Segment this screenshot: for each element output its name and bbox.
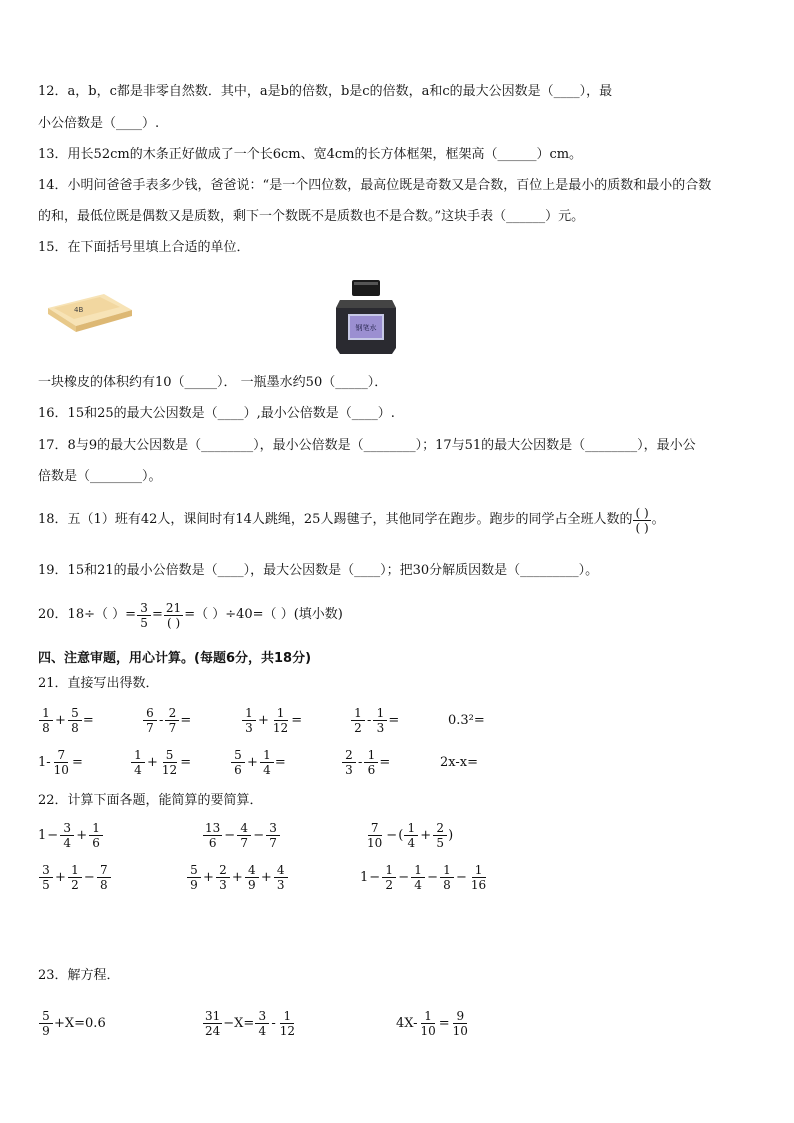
numerator: 1: [68, 863, 82, 878]
numerator: 7: [54, 748, 68, 763]
denominator: 5: [140, 615, 148, 630]
q21-title: 21．直接写出得数．: [38, 676, 159, 691]
denominator: 7: [168, 720, 177, 735]
numerator: 2: [433, 821, 447, 836]
equation-prefix: 4X-: [396, 1015, 418, 1031]
denominator: 4: [414, 877, 422, 892]
denominator: 3: [245, 720, 253, 735]
q12-line1: 12．a，b，c都是非零自然数．其中，a是b的倍数，b是c的倍数，a和c的最大公因数是（____），最: [38, 84, 613, 99]
operator: −: [386, 827, 398, 843]
operator: -: [271, 1015, 276, 1031]
numerator: 5: [187, 863, 201, 878]
q21-expr: [38, 700, 94, 740]
paren: ): [448, 827, 454, 843]
integer: 1: [360, 869, 369, 885]
denominator: 12: [161, 762, 178, 777]
q17-line2: 倍数是（________）。: [38, 469, 162, 484]
q22-expr: [202, 815, 281, 855]
numerator: 5: [231, 748, 245, 763]
denominator: 12: [279, 1023, 296, 1038]
denominator: 2: [354, 720, 362, 735]
q21-expr-last: 0.3²=: [448, 712, 485, 728]
equals: =: [438, 1015, 450, 1031]
section-4-heading: 四、注意审题，用心计算。(每题6分，共18分): [38, 651, 312, 666]
numerator: 6: [143, 706, 157, 721]
numerator: 1: [274, 706, 288, 721]
operator: −: [83, 869, 95, 885]
numerator: 2: [165, 706, 179, 721]
q18-end: 。: [651, 512, 665, 527]
q23-row: [38, 1003, 758, 1043]
numerator: 1: [440, 863, 454, 878]
paren: (: [398, 827, 404, 843]
q21-expr-last: 2x-x=: [440, 754, 478, 770]
q22-title: 22．计算下面各题，能简算的要简算．: [38, 793, 263, 808]
numerator: 3: [255, 1009, 269, 1024]
numerator: 4: [274, 863, 288, 878]
equation-mid: −X=: [223, 1015, 255, 1031]
denominator: 8: [443, 877, 451, 892]
denominator: 3: [345, 762, 353, 777]
q22-expr: [38, 815, 104, 855]
denominator: 4: [63, 835, 71, 850]
denominator: 9: [247, 877, 256, 892]
operator: -: [358, 754, 363, 770]
equals: =: [71, 754, 83, 770]
ink-label: 钢笔水: [355, 324, 377, 332]
denominator: 16: [470, 877, 487, 892]
denominator: 3: [276, 877, 285, 892]
q21-row-2: [38, 742, 758, 782]
denominator: 10: [367, 835, 383, 850]
numerator: 5: [163, 748, 177, 763]
q22-row-1: [38, 815, 758, 855]
numerator: 2: [342, 748, 356, 763]
denominator: 4: [134, 762, 142, 777]
q14-line1: 14．小明问爸爸手表多少钱，爸爸说：“是一个四位数，最高位既是奇数又是合数，百位上是最小的质数和最小的合数: [38, 178, 712, 193]
denominator: 10: [452, 1023, 468, 1038]
numerator: 1: [382, 863, 396, 878]
numerator: 7: [97, 863, 111, 878]
q18-denominator: ( ): [635, 520, 649, 535]
q21-row-1: [38, 700, 758, 740]
numerator: 1: [280, 1009, 294, 1024]
denominator: 8: [42, 720, 50, 735]
operator: −: [427, 869, 438, 885]
q18-fraction-blank: [633, 506, 650, 535]
q18-text: 18．五（1）班有42人，课间时有14人跳绳，25人踢毽子，其他同学在跑步。跑步的同学占全班人数的: [38, 512, 633, 527]
denominator: 7: [240, 835, 248, 850]
q20: [38, 595, 343, 635]
q21-expr: [142, 700, 191, 740]
operator: +: [247, 754, 258, 770]
q21-expr: [241, 700, 302, 740]
q15-title: 15．在下面括号里填上合适的单位．: [38, 240, 250, 255]
q20-start: 20．18÷（ ）=: [38, 607, 137, 622]
numerator: 5: [39, 1009, 53, 1024]
denominator: 7: [269, 835, 277, 850]
ink-bottle-image: [334, 278, 398, 356]
denominator: 24: [205, 1023, 221, 1038]
q20-rest: =（ ）÷40=（ ）(填小数): [184, 607, 343, 622]
operator: -: [367, 712, 372, 728]
q22-expr: [364, 815, 453, 855]
equals: =: [274, 754, 286, 770]
operator: +: [260, 869, 272, 885]
numerator: 21: [165, 600, 182, 615]
numerator: 31: [205, 1008, 221, 1023]
numerator: 1: [404, 821, 418, 836]
equals: =: [82, 712, 94, 728]
q14-line2: 的和，最低位既是偶数又是质数，剩下一个数既不是质数也不是合数。”这块手表（______）元。: [38, 209, 585, 224]
numerator: 1: [472, 863, 486, 878]
numerator: 1: [39, 706, 53, 721]
numerator: 1: [364, 748, 378, 763]
operator: +: [55, 869, 66, 885]
denominator: ( ): [166, 615, 181, 630]
denominator: 10: [420, 1023, 436, 1038]
operator: −: [398, 869, 410, 885]
q20-fraction-2: [164, 601, 183, 630]
q21-expr: [38, 742, 83, 782]
equation-rest: +X=0.6: [54, 1015, 106, 1031]
numerator: 4: [237, 821, 251, 836]
numerator: 13: [205, 820, 221, 835]
equals: =: [180, 712, 192, 728]
operator: −: [224, 827, 236, 843]
operator: +: [147, 754, 158, 770]
denominator: 7: [146, 720, 154, 735]
denominator: 6: [208, 835, 217, 850]
denominator: 2: [385, 877, 393, 892]
denominator: 10: [53, 762, 69, 777]
q22-expr: [38, 857, 112, 897]
denominator: 8: [99, 877, 108, 892]
denominator: 4: [263, 762, 271, 777]
q23-equation-2: [202, 1003, 298, 1043]
denominator: 9: [42, 1023, 50, 1038]
q22-row-2: [38, 857, 758, 897]
q21-expr: [341, 742, 390, 782]
numerator: 3: [39, 863, 53, 878]
q17-line1: 17．8与9的最大公因数是（________），最小公倍数是（________）；17与51的最大公因数是（________），最小公: [38, 438, 696, 453]
numerator: 1: [373, 706, 387, 721]
operator: −: [369, 869, 381, 885]
equals: =: [291, 712, 303, 728]
eraser-image: [44, 290, 136, 336]
numerator: 1: [242, 706, 256, 721]
q19: 19．15和21的最小公倍数是（____），最大公因数是（____）；把30分解质因数是（_________）。: [38, 563, 599, 578]
numerator: 3: [137, 601, 151, 616]
q21-expr: [350, 700, 399, 740]
numerator: 1: [351, 706, 365, 721]
operator: +: [203, 869, 214, 885]
denominator: 3: [219, 877, 227, 892]
q21-expr: [230, 742, 286, 782]
numerator: 4: [245, 863, 259, 878]
numerator: 1: [421, 1009, 435, 1024]
q22-expr: [360, 857, 489, 897]
operator: −: [456, 869, 467, 885]
q18: [38, 503, 665, 537]
q18-numerator: ( ): [635, 505, 649, 520]
operator: −: [47, 827, 59, 843]
numerator: 3: [60, 821, 74, 836]
denominator: 4: [258, 1023, 267, 1038]
equals: =: [388, 712, 400, 728]
q16: 16．15和25的最大公因数是（____）,最小公倍数是（____）.: [38, 406, 395, 421]
q15-line: 一块橡皮的体积约有10（_____）． 一瓶墨水约50（_____）．: [38, 375, 388, 390]
q22-expr: [186, 857, 289, 897]
denominator: 9: [190, 877, 198, 892]
denominator: 5: [436, 835, 444, 850]
q23-equation-3: [396, 1003, 471, 1043]
operator: +: [420, 827, 432, 843]
denominator: 5: [42, 877, 50, 892]
operator: +: [76, 827, 88, 843]
operator: +: [231, 869, 243, 885]
numerator: 3: [266, 821, 280, 836]
numerator: 1: [131, 748, 145, 763]
operator: −: [253, 827, 265, 843]
denominator: 6: [92, 835, 100, 850]
equals: =: [180, 754, 192, 770]
numerator: 7: [368, 821, 382, 836]
equals: =: [152, 607, 163, 622]
numerator: 5: [68, 706, 82, 721]
denominator: 4: [407, 835, 416, 850]
denominator: 3: [376, 720, 385, 735]
equals: =: [379, 754, 391, 770]
denominator: 12: [272, 720, 289, 735]
q12-line2: 小公倍数是（____）.: [38, 116, 160, 131]
integer: 1: [38, 827, 47, 843]
q13: 13．用长52cm的木条正好做成了一个长6cm、宽4cm的长方体框架，框架高（______）cm。: [38, 147, 583, 162]
denominator: 6: [367, 762, 376, 777]
eraser-label: 4B: [74, 306, 84, 314]
q21-expr: [130, 742, 191, 782]
denominator: 8: [71, 720, 79, 735]
q23-title: 23．解方程．: [38, 968, 120, 983]
operator: -: [159, 712, 164, 728]
denominator: 2: [71, 877, 79, 892]
prefix: 1-: [38, 754, 51, 770]
numerator: 9: [453, 1009, 467, 1024]
numerator: 2: [216, 863, 230, 878]
numerator: 1: [260, 748, 274, 763]
denominator: 6: [234, 762, 242, 777]
q20-fraction-1: [137, 601, 151, 630]
numerator: 1: [411, 863, 425, 878]
operator: +: [55, 712, 66, 728]
numerator: 1: [89, 821, 103, 836]
operator: +: [258, 712, 269, 728]
q23-equation-1: [38, 1003, 106, 1043]
